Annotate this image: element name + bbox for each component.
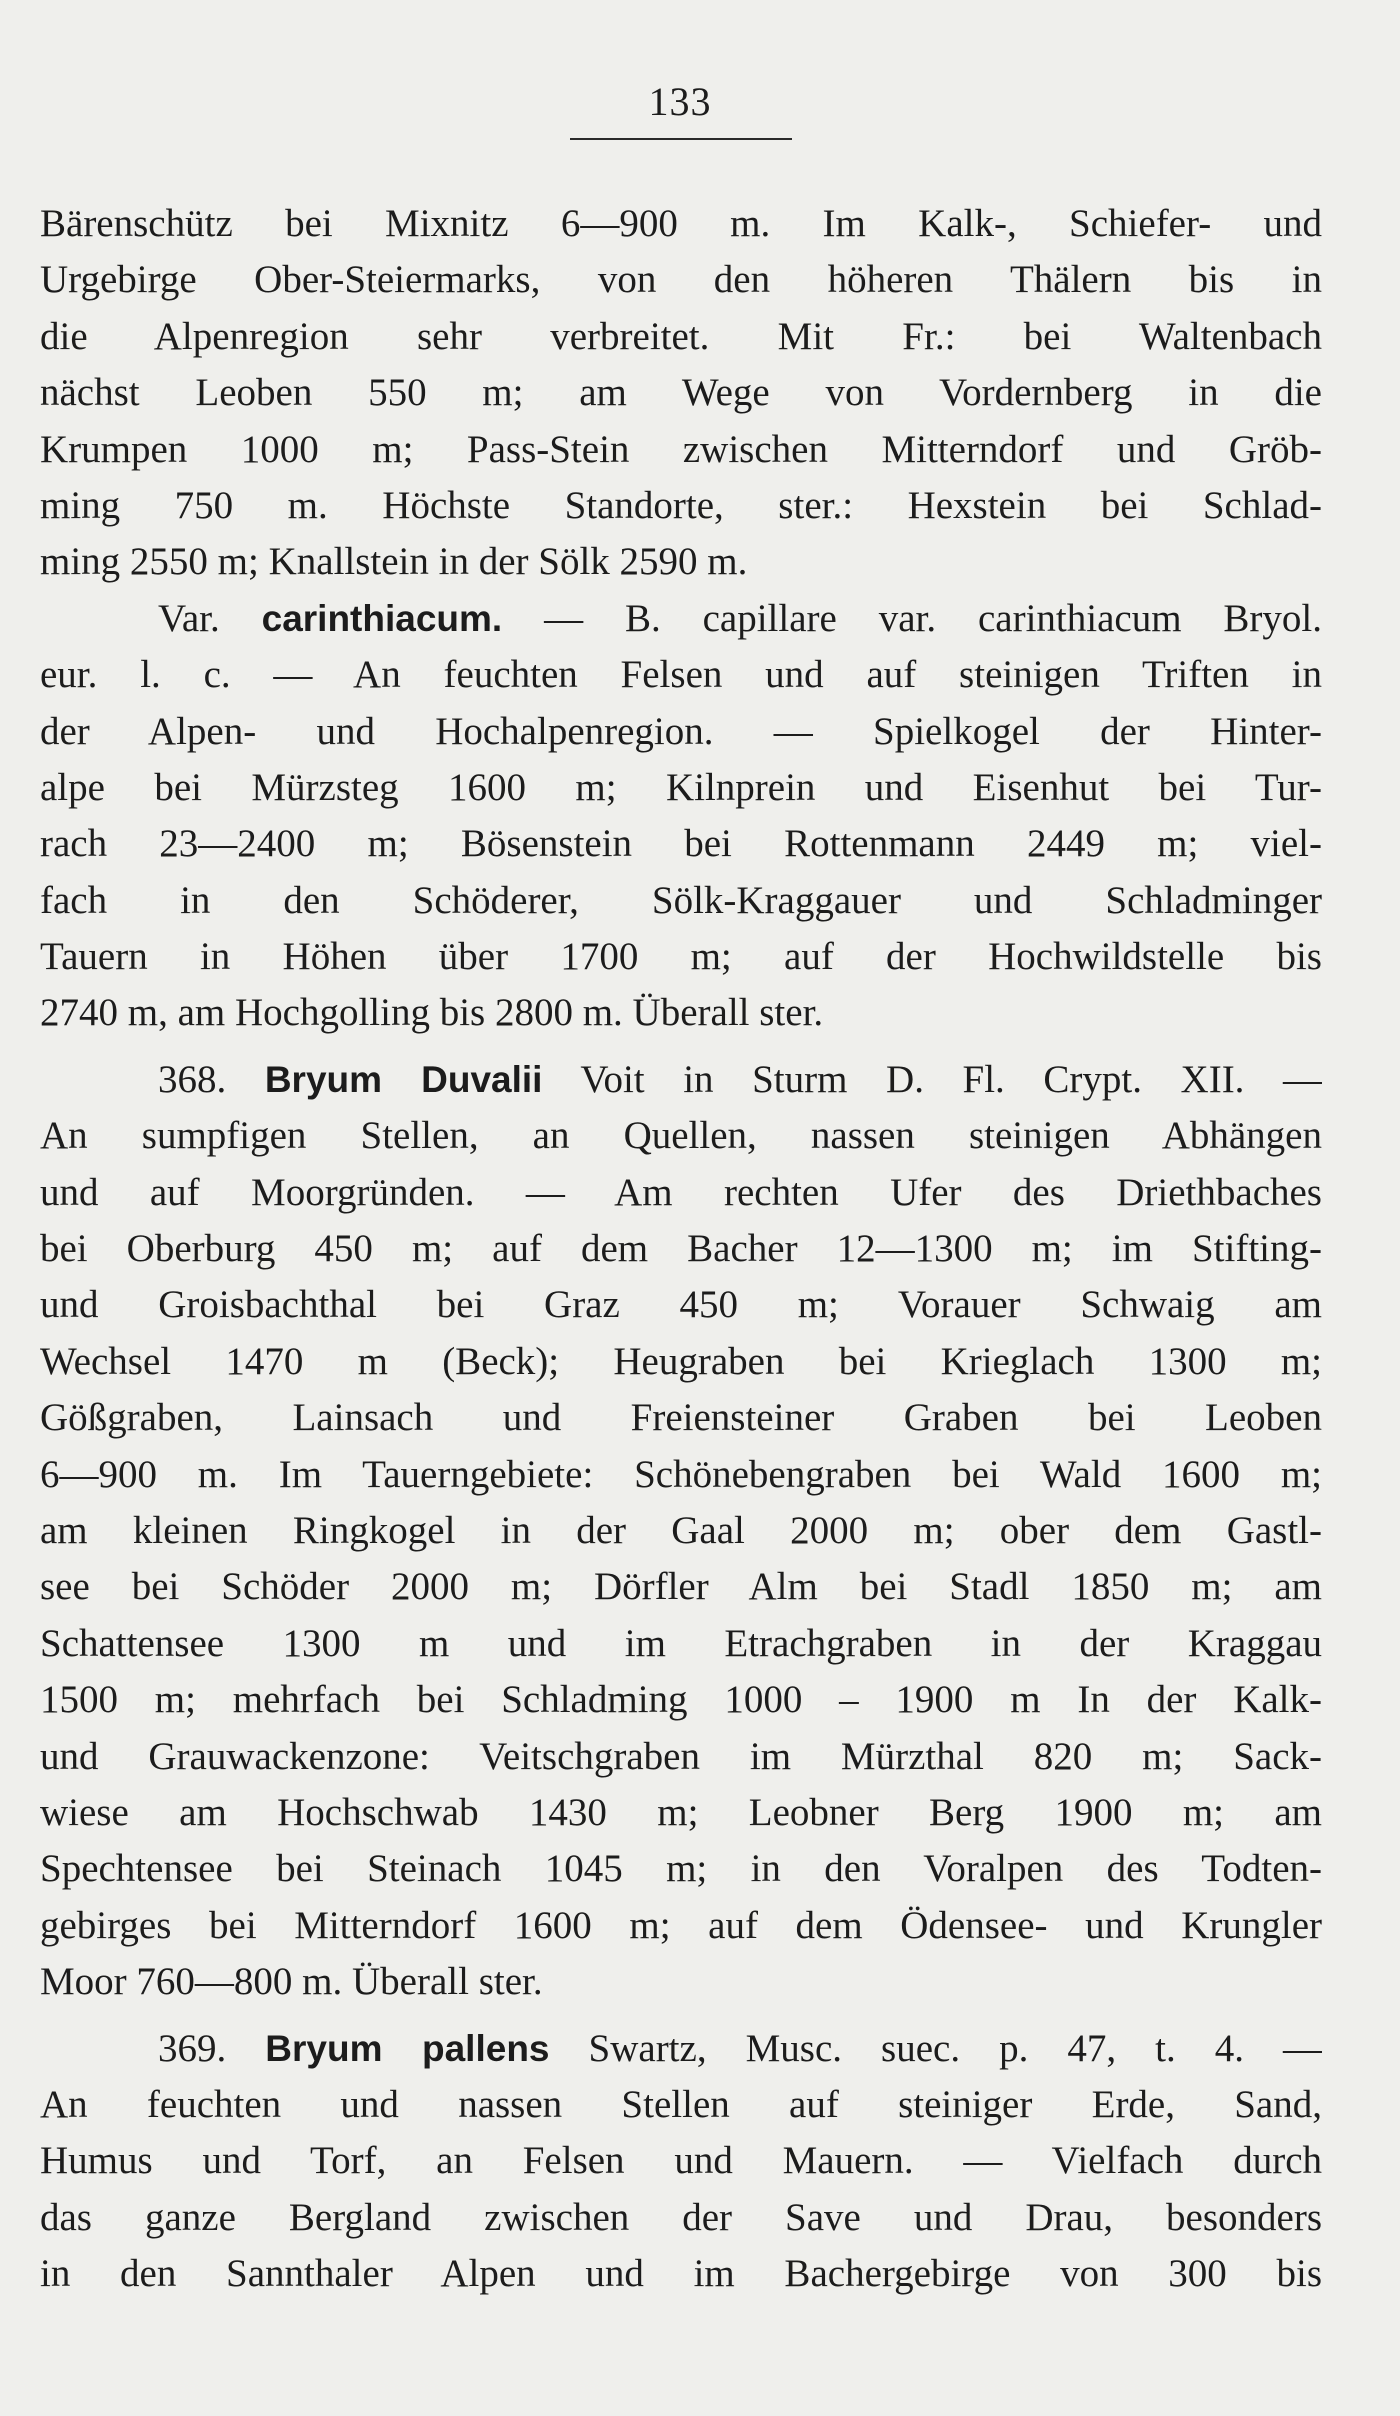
entry-first-line-rest: Voit in Sturm D. Fl. Crypt. XII. — xyxy=(580,1057,1322,1101)
text-line: eur. l. c. — An feuchten Felsen und auf steinigen Triften in xyxy=(40,653,1322,697)
text-line: am kleinen Ringkogel in der Gaal 2000 m; ober dem Gastl- xyxy=(40,1508,1322,1552)
text-line: Urgebirge Ober-Steiermarks, von den höheren Thälern bis in xyxy=(40,258,1322,302)
text-line: see bei Schöder 2000 m; Dörfler Alm bei Stadl 1850 m; am xyxy=(40,1565,1322,1609)
text-line: Moor 760—800 m. Überall ster. xyxy=(40,1960,543,2004)
text-line: Schattensee 1300 m und im Etrachgraben in der Kraggau xyxy=(40,1621,1322,1665)
paragraph-var-carinthiacum xyxy=(40,591,1322,1042)
paragraph-gap xyxy=(40,1042,1322,1052)
entry-first-line xyxy=(40,1052,1322,1108)
entry-number: 369. xyxy=(158,2026,227,2070)
text-line: 1500 m; mehrfach bei Schladming 1000 – 1900 m In der Kalk- xyxy=(40,1678,1322,1722)
entry-first-line xyxy=(40,2021,1322,2077)
entry-369-bryum-pallens xyxy=(40,2021,1322,2303)
text-line: das ganze Bergland zwischen der Save und Drau, besonders xyxy=(40,2195,1322,2239)
variety-name: carinthiacum. xyxy=(261,597,503,639)
text-line: An sumpfigen Stellen, an Quellen, nassen steinigen Abhängen xyxy=(40,1114,1322,1158)
entry-first-line-rest: — B. capillare var. carinthiacum Bryol. xyxy=(544,596,1322,640)
text-line: ming 2550 m; Knallstein in der Sölk 2590 m. xyxy=(40,540,748,584)
text-line: und Groisbachthal bei Graz 450 m; Vorauer Schwaig am xyxy=(40,1283,1322,1327)
text-line: bei Oberburg 450 m; auf dem Bacher 12—1300 m; im Stifting- xyxy=(40,1227,1322,1271)
text-line: Bärenschütz bei Mixnitz 6—900 m. Im Kalk-, Schiefer- und xyxy=(40,202,1322,245)
text-line: und Grauwackenzone: Veitschgraben im Mürzthal 820 m; Sack- xyxy=(40,1734,1322,1778)
text-line: Wechsel 1470 m (Beck); Heugraben bei Krieglach 1300 m; xyxy=(40,1339,1322,1383)
text-line: gebirges bei Mitterndorf 1600 m; auf dem Ödensee- und Krungler xyxy=(40,1903,1322,1947)
text-line: rach 23—2400 m; Bösenstein bei Rottenmann 2449 m; viel- xyxy=(40,822,1322,866)
text-line: 6—900 m. Im Tauerngebiete: Schönebengraben bei Wald 1600 m; xyxy=(40,1452,1322,1496)
entry-number: 368. xyxy=(158,1057,227,1101)
text-line: Humus und Torf, an Felsen und Mauern. — Vielfach durch xyxy=(40,2139,1322,2183)
page-number: 133 xyxy=(648,79,712,124)
text-line: und auf Moorgründen. — Am rechten Ufer des Driethbaches xyxy=(40,1170,1322,1214)
text-line: Krumpen 1000 m; Pass-Stein zwischen Mitterndorf und Gröb- xyxy=(40,427,1322,471)
text-line: Gößgraben, Lainsach und Freiensteiner Graben bei Leoben xyxy=(40,1396,1322,1440)
text-line: 2740 m, am Hochgolling bis 2800 m. Überall ster. xyxy=(40,991,824,1035)
text-line: Tauern in Höhen über 1700 m; auf der Hochwildstelle bis xyxy=(40,935,1322,979)
text-line: nächst Leoben 550 m; am Wege von Vordernberg in die xyxy=(40,371,1322,415)
text-line: der Alpen- und Hochalpenregion. — Spielkogel der Hinter- xyxy=(40,709,1322,753)
page-text xyxy=(40,196,1322,2302)
text-line: Spechtensee bei Steinach 1045 m; in den Voralpen des Todten- xyxy=(40,1847,1322,1891)
header-rule xyxy=(570,138,792,140)
paragraph-bryum-continuation xyxy=(40,196,1322,591)
variety-prefix: Var. xyxy=(158,596,220,640)
entry-first-line-rest: Swartz, Musc. suec. p. 47, t. 4. — xyxy=(588,2026,1322,2070)
text-line: alpe bei Mürzsteg 1600 m; Kilnprein und Eisenhut bei Tur- xyxy=(40,765,1322,809)
species-name: Bryum pallens xyxy=(265,2027,550,2069)
entry-368-bryum-duvalii xyxy=(40,1052,1322,2011)
paragraph-gap xyxy=(40,2011,1322,2021)
text-line: wiese am Hochschwab 1430 m; Leobner Berg 1900 m; am xyxy=(40,1790,1322,1834)
text-line: fach in den Schöderer, Sölk-Kraggauer und Schladminger xyxy=(40,878,1322,922)
species-name: Bryum Duvalii xyxy=(264,1058,543,1100)
text-line: in den Sannthaler Alpen und im Bachergebirge von 300 bis xyxy=(40,2252,1322,2296)
text-line: die Alpenregion sehr verbreitet. Mit Fr.: bei Waltenbach xyxy=(40,314,1322,358)
text-line: An feuchten und nassen Stellen auf steiniger Erde, Sand, xyxy=(40,2082,1322,2126)
entry-first-line xyxy=(40,591,1322,647)
text-line: ming 750 m. Höchste Standorte, ster.: Hexstein bei Schlad- xyxy=(40,483,1322,527)
